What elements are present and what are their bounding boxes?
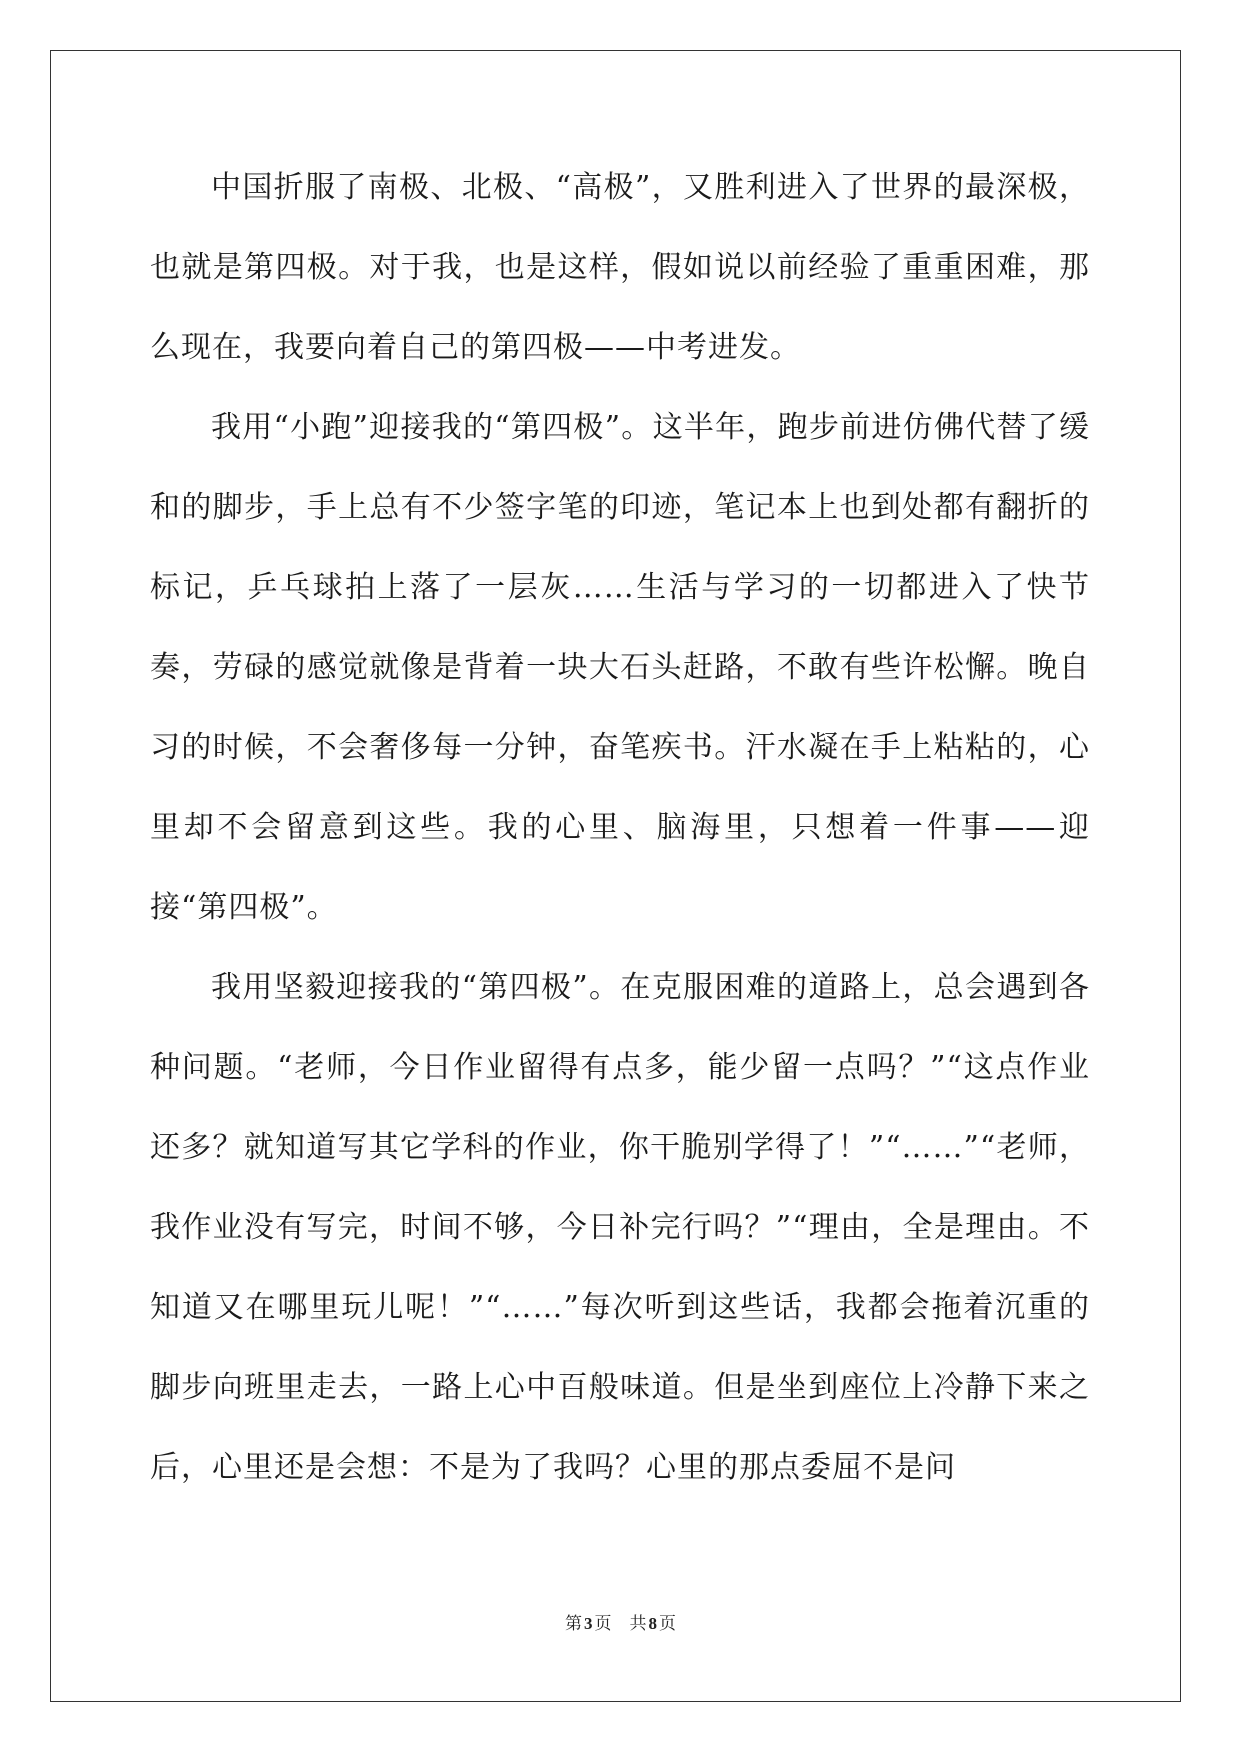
paragraph: 中国折服了南极、北极、“高极”，又胜利进入了世界的最深极，也就是第四极。对于我，也是这样，假如说以前经验了重重困难，那么现在，我要向着自己的第四极——中考进发。 xyxy=(150,170,1090,365)
paragraph: 我用坚毅迎接我的“第四极”。在克服困难的道路上，总会遇到各种问题。“老师，今日作业留得有点多，能少留一点吗？”“这点作业还多？就知道写其它学科的作业，你干脆别学得了！”“……”“老师，我作业没有写完，时间不够，今日补完行吗？”“理由，全是理由。不知道又在哪里玩儿呢！”“……”每次听到这些话，我都会拖着沉重的脚步向班里走去，一路上心中百般味道。但是坐到座位上冷静下来之后，心里还是会想：不是为了我吗？心里的那点委屈不是问 xyxy=(150,970,1090,1485)
page-number: 3 xyxy=(584,1614,593,1633)
document-body xyxy=(150,148,1090,1508)
paragraph: 我用“小跑”迎接我的“第四极”。这半年，跑步前进仿佛代替了缓和的脚步，手上总有不少签字笔的印迹，笔记本上也到处都有翻折的标记，乒乓球拍上落了一层灰……生活与学习的一切都进入了快节奏，劳碌的感觉就像是背着一块大石头赶路，不敢有些许松懈。晚自习的时候，不会奢侈每一分钟，奋笔疾书。汗水凝在手上粘粘的，心里却不会留意到这些。我的心里、脑海里，只想着一件事——迎接“第四极”。 xyxy=(150,410,1090,925)
page-footer xyxy=(0,1609,1241,1634)
total-pages: 8 xyxy=(648,1614,657,1633)
page-prefix: 第 xyxy=(565,1614,582,1634)
page-suffix: 页 xyxy=(594,1614,612,1634)
total-prefix: 共 xyxy=(629,1614,647,1634)
total-suffix: 页 xyxy=(659,1614,676,1634)
